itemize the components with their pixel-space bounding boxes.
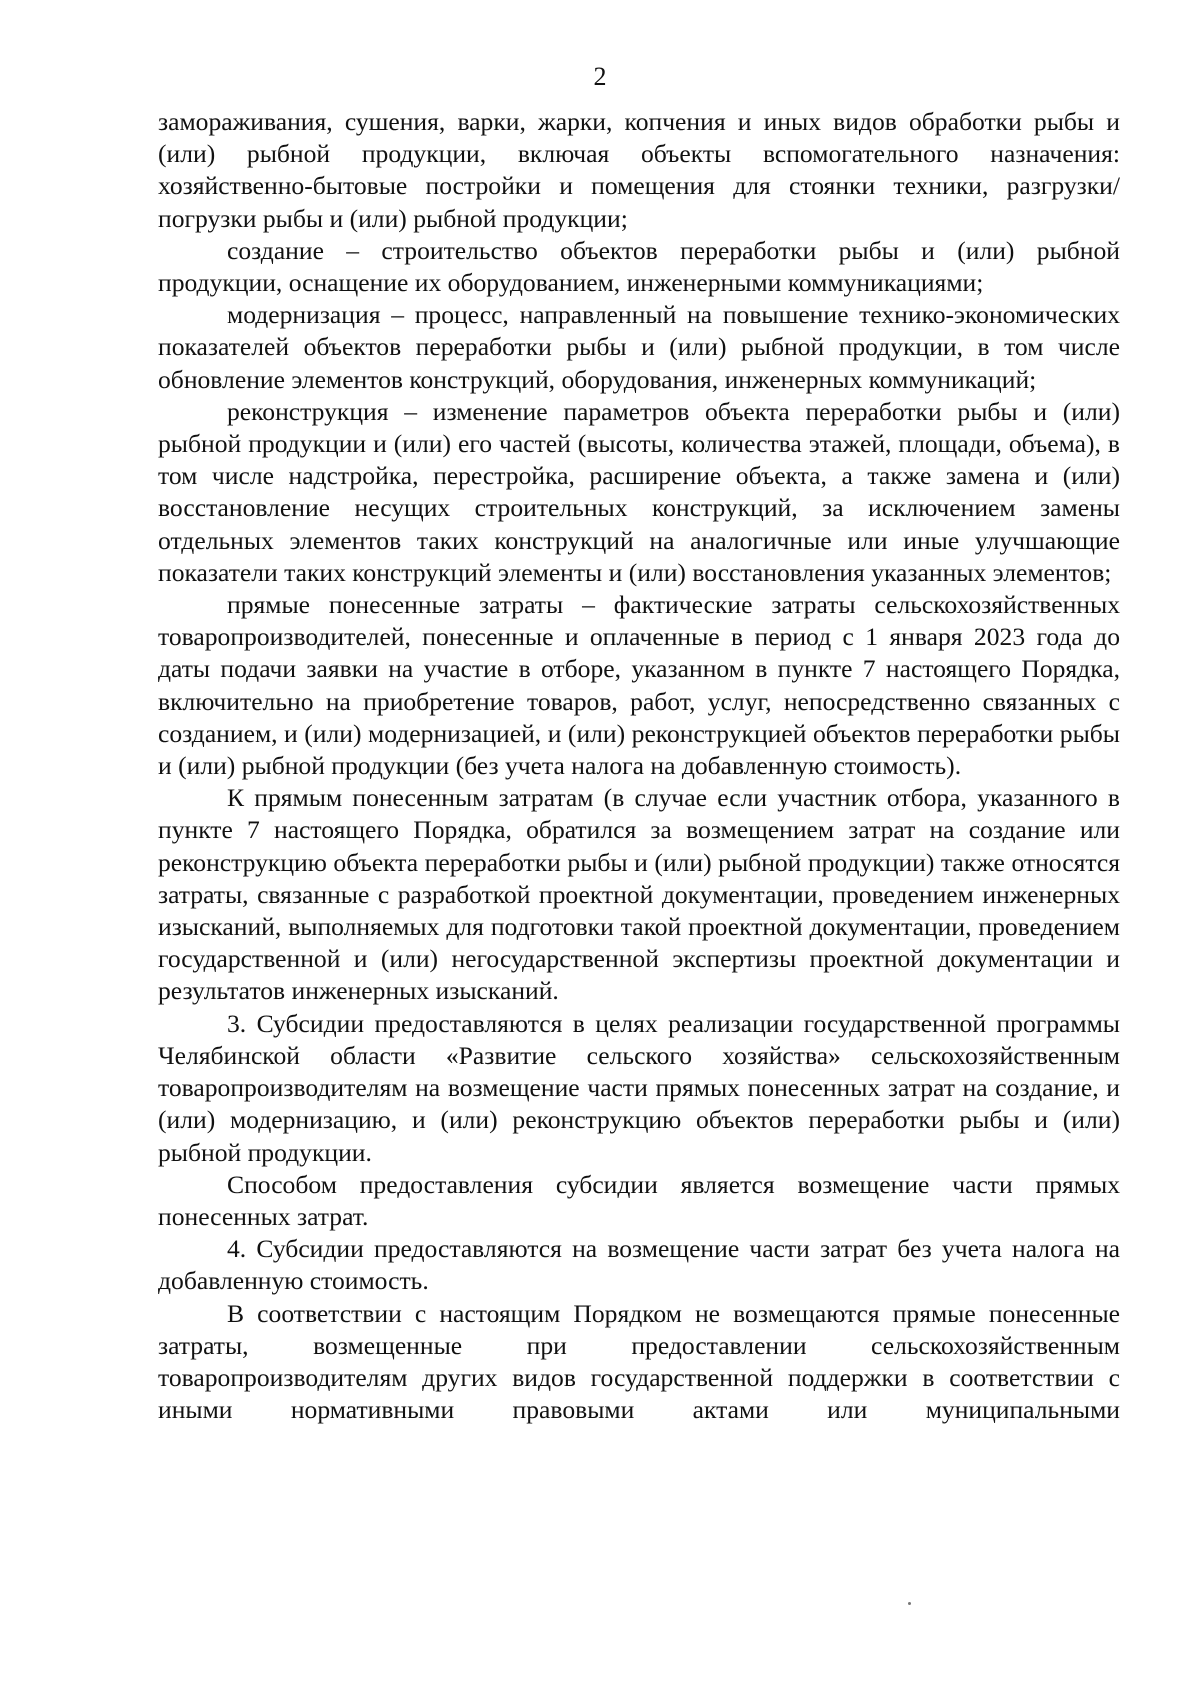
paragraph-continuation: замораживания, сушения, варки, жарки, копчения и иных видов обработки рыбы и (или) рыбной продукции, включая объекты вспомогательного назначения: хозяйственно-бытовые постройки и помещения для стоянки техники, разгрузки/погрузки рыбы и (или) рыбной продукции; xyxy=(158,107,1120,233)
paragraph-not-reimbursed: В соответствии с настоящим Порядком не возмещаются прямые понесенные затраты, возмещенные при предоставлении сельскохозяйственным товаропроизводителям других видов государственной поддержки в соответствии с иными нормативными правовыми актами или муниципальными xyxy=(158,1298,1120,1425)
paragraph-subsidy-method: Способом предоставления субсидии является возмещение части прямых понесенных затрат. xyxy=(158,1169,1120,1231)
paragraph-definition-creation: создание – строительство объектов переработки рыбы и (или) рыбной продукции, оснащение их оборудованием, инженерными коммуникациями; xyxy=(158,235,1120,298)
paragraph-definition-modernization: модернизация – процесс, направленный на повышение технико-экономических показателей объектов переработки рыбы и (или) рыбной продукции, в том числе обновление элементов конструкций, оборудования, инженерных коммуникаций; xyxy=(158,300,1120,394)
paragraph-clause-3: 3. Субсидии предоставляются в целях реализации государственной программы Челябинской области «Развитие сельского хозяйства» сельскохозяйственным товаропроизводителям на возмещение части прямых понесенных затрат на создание, и (или) модернизацию, и (или) реконструкцию объектов переработки рыбы и (или) рыбной продукции. xyxy=(158,1008,1120,1167)
paragraph-clause-4: 4. Субсидии предоставляются на возмещение части затрат без учета налога на добавленную стоимость. xyxy=(158,1234,1120,1296)
document-body xyxy=(158,106,1120,1426)
paragraph-definition-direct-costs: прямые понесенные затраты – фактические затраты сельскохозяйственных товаропроизводителей, понесенные и оплаченные в период с 1 января 2023 года до даты подачи заявки на участие в отборе, указанном в пункте 7 настоящего Порядка, включительно на приобретение товаров, работ, услуг, непосредственно связанных с созданием, и (или) модернизацией, и (или) реконструкцией объектов переработки рыбы и (или) рыбной продукции (без учета налога на добавленную стоимость). xyxy=(158,590,1120,781)
scan-artifact-dot xyxy=(908,1602,911,1605)
paragraph-definition-reconstruction: реконструкция – изменение параметров объекта переработки рыбы и (или) рыбной продукции и (или) его частей (высоты, количества этажей, площади, объема), в том числе надстройка, перестройка, расширение объекта, а также замена и (или) восстановление несущих строительных конструкций, за исключением замены отдельных элементов таких конструкций на аналогичные или иные улучшающие показатели таких конструкций элементы и (или) восстановления указанных элементов; xyxy=(158,396,1120,587)
paragraph-direct-costs-include: К прямым понесенным затратам (в случае если участник отбора, указанного в пункте 7 настоящего Порядка, обратился за возмещением затрат на создание или реконструкцию объекта переработки рыбы и (или) рыбной продукции) также относятся затраты, связанные с разработкой проектной документации, проведением инженерных изысканий, выполняемых для подготовки такой проектной документации, проведением государственной и (или) негосударственной экспертизы проектной документации и результатов инженерных изысканий. xyxy=(158,783,1120,1006)
page-number: 2 xyxy=(593,62,607,91)
